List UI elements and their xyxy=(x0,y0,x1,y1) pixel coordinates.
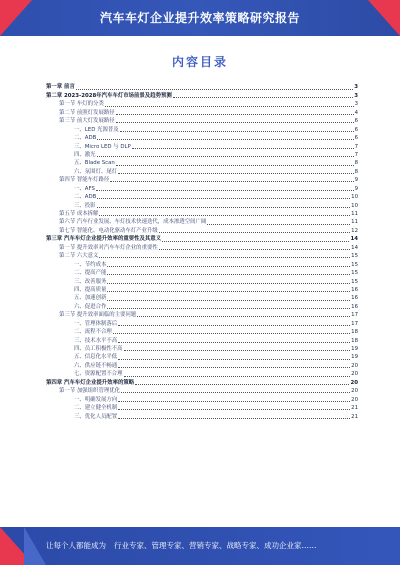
toc-entry-title: 六、促进合作 xyxy=(74,303,107,310)
toc-entry[interactable] xyxy=(46,201,358,209)
toc-entry-title: 第三节 前大灯发展路径 xyxy=(59,118,115,125)
toc-entry-page: 12 xyxy=(351,227,358,234)
toc-entry[interactable] xyxy=(46,159,358,167)
toc-entry[interactable] xyxy=(46,412,358,420)
toc-leader-dots xyxy=(124,350,351,351)
toc-entry-page: 4 xyxy=(354,109,358,116)
toc-entry-page: 20 xyxy=(351,396,358,403)
toc-entry-title: 二、建立健全机制 xyxy=(74,405,118,412)
footer-slogan-roles: 行业专家、管理专家、营销专家、战略专家、成功企业家…… xyxy=(114,541,317,550)
toc-entry-title: 四、激光 xyxy=(74,151,96,158)
toc-leader-dots xyxy=(118,418,350,419)
toc-leader-dots xyxy=(97,139,353,140)
footer-slogan xyxy=(46,527,317,565)
toc-entry-title: 二、ADB xyxy=(74,135,97,142)
toc-entry-page: 15 xyxy=(351,278,358,285)
toc-entry[interactable] xyxy=(46,91,358,99)
toc-entry-page: 11 xyxy=(351,211,358,217)
toc-entry-title: 二、ADB xyxy=(74,194,97,201)
toc-entry-title: 一、明确发展方向 xyxy=(74,396,118,403)
toc-entry-page: 11 xyxy=(351,219,358,226)
toc-entry[interactable] xyxy=(46,134,358,142)
toc-leader-dots xyxy=(135,384,349,385)
footer-stripe-decoration xyxy=(24,527,46,565)
toc-entry[interactable] xyxy=(46,395,358,403)
toc-entry-page: 14 xyxy=(351,244,358,251)
toc-entry-title: 五、Blade Scan xyxy=(74,160,115,167)
toc-leader-dots xyxy=(118,325,350,326)
toc-entry-title: 第二节 六大意义 xyxy=(59,253,99,260)
toc-entry-page: 15 xyxy=(351,253,358,260)
toc-leader-dots xyxy=(107,291,350,292)
toc-entry-title: 四、员工积极性不高 xyxy=(74,346,123,352)
toc-entry[interactable] xyxy=(46,83,358,91)
toc-entry[interactable] xyxy=(46,218,358,226)
toc-entry-page: 10 xyxy=(351,194,358,201)
toc-entry[interactable] xyxy=(46,370,358,378)
toc-entry-page: 8 xyxy=(354,160,358,167)
toc-entry-page: 20 xyxy=(351,388,358,395)
toc-entry-title: 五、信息化水平低 xyxy=(74,354,118,361)
toc-entry-title: 七、资源配置不合理 xyxy=(74,371,123,378)
toc-entry[interactable] xyxy=(46,294,358,302)
toc-leader-dots xyxy=(76,89,353,90)
toc-leader-dots xyxy=(110,181,353,182)
toc-entry-page: 21 xyxy=(351,405,358,412)
toc-entry-title: 第六节 汽车行业发展、车灯技术快速迭代，成本渗透空间广阔 xyxy=(59,219,207,226)
toc-entry-page: 18 xyxy=(351,337,358,344)
toc-entry[interactable] xyxy=(46,117,358,125)
table-of-contents xyxy=(46,83,358,508)
toc-entry-page: 14 xyxy=(350,236,358,243)
toc-entry[interactable] xyxy=(46,243,358,251)
toc-entry-page: 15 xyxy=(351,261,358,268)
toc-leader-dots xyxy=(121,392,350,393)
toc-entry-page: 9 xyxy=(354,185,358,192)
toc-leader-dots xyxy=(97,156,354,157)
toc-entry-title: 六、供应链不畅通 xyxy=(74,362,118,369)
toc-heading: 内容目录 xyxy=(171,55,228,69)
toc-entry-title: 第一节 车灯的分类 xyxy=(59,101,104,108)
toc-entry-page: 17 xyxy=(351,320,358,327)
toc-entry[interactable] xyxy=(46,328,358,336)
toc-entry-title: 二、提高产能 xyxy=(74,270,107,277)
toc-entry[interactable] xyxy=(46,108,358,116)
toc-entry-title: 第一节 加强组织管理优化 xyxy=(59,388,121,395)
toc-entry-title: 第七节 智能化、电动化驱动车灯产业升级 xyxy=(59,227,158,234)
toc-leader-dots xyxy=(173,97,353,98)
toc-entry-page: 19 xyxy=(351,354,358,361)
toc-entry-title: 第五节 成本拆解 xyxy=(59,211,99,217)
toc-entry-page: 6 xyxy=(354,135,358,142)
toc-entry[interactable] xyxy=(46,302,358,310)
toc-entry-title: 第四节 智能车灯路径 xyxy=(59,177,110,184)
toc-leader-dots xyxy=(99,257,350,258)
toc-leader-dots xyxy=(99,215,350,216)
toc-entry-title: 六、氛围灯、尾灯 xyxy=(74,168,118,175)
toc-entry[interactable] xyxy=(46,387,358,395)
toc-entry-title: 第三节 提升效率面临的主要问题 xyxy=(59,312,137,319)
toc-entry-page: 16 xyxy=(351,295,358,302)
toc-entry[interactable] xyxy=(46,353,358,361)
toc-entry[interactable] xyxy=(46,176,358,184)
toc-entry[interactable] xyxy=(46,235,358,243)
toc-entry-page: 20 xyxy=(351,371,358,378)
toc-leader-dots xyxy=(107,274,350,275)
toc-leader-dots xyxy=(116,114,354,115)
toc-leader-dots xyxy=(105,106,354,107)
toc-entry-page: 3 xyxy=(354,84,358,91)
toc-entry-title: 三、投影 xyxy=(74,202,96,209)
toc-entry-title: 第四章 汽车车灯企业提升效率的策略 xyxy=(46,379,135,386)
toc-entry-page: 7 xyxy=(354,151,358,158)
toc-entry[interactable] xyxy=(46,286,358,294)
toc-leader-dots xyxy=(97,207,351,208)
toc-leader-dots xyxy=(97,198,350,199)
toc-entry[interactable] xyxy=(46,151,358,159)
toc-entry-page: 20 xyxy=(350,379,358,386)
toc-entry-title: 三、改善服务 xyxy=(74,278,107,285)
toc-entry[interactable] xyxy=(46,100,358,108)
toc-entry-page: 18 xyxy=(351,329,358,336)
toc-entry-page: 8 xyxy=(354,168,358,175)
toc-entry[interactable] xyxy=(46,167,358,175)
toc-entry-page: 16 xyxy=(351,303,358,310)
toc-entry-title: 第二节 前照灯发展路径 xyxy=(59,109,115,116)
toc-entry-page: 21 xyxy=(351,413,358,420)
toc-entry-title: 三、优化人员配置 xyxy=(74,413,118,420)
toc-leader-dots xyxy=(159,232,350,233)
toc-entry-title: 二、流程不合理 xyxy=(74,329,112,336)
toc-entry-title: 一、AFS xyxy=(74,185,95,192)
toc-entry-page: 6 xyxy=(354,126,358,133)
footer-slogan-lead: 让每个人都能成为 xyxy=(46,541,106,550)
toc-entry[interactable] xyxy=(46,260,358,268)
page-footer xyxy=(0,527,400,565)
toc-entry[interactable] xyxy=(46,277,358,285)
toc-entry[interactable] xyxy=(46,361,358,369)
toc-entry-title: 第二章 2023-2028年汽车车灯市场前景及趋势预测 xyxy=(46,92,172,99)
toc-leader-dots xyxy=(107,308,350,309)
toc-entry-title: 一、节约成本 xyxy=(74,261,107,268)
toc-leader-dots xyxy=(113,333,350,334)
toc-entry[interactable] xyxy=(46,378,358,386)
toc-entry-page: 17 xyxy=(351,312,358,319)
toc-leader-dots xyxy=(207,224,350,225)
toc-entry-title: 一、管理体制落后 xyxy=(74,320,118,327)
toc-entry-page: 7 xyxy=(354,143,358,150)
toc-entry-title: 第三章 汽车车灯企业提升效率的重要性及其意义 xyxy=(46,236,162,243)
toc-leader-dots xyxy=(116,122,354,123)
toc-entry-page: 20 xyxy=(351,362,358,369)
toc-entry-title: 四、提高质量 xyxy=(74,286,107,293)
toc-entry-title: 三、技术水平不高 xyxy=(74,337,118,344)
toc-leader-dots xyxy=(116,165,354,166)
toc-entry[interactable] xyxy=(46,319,358,327)
toc-entry[interactable] xyxy=(46,226,358,234)
toc-leader-dots xyxy=(107,266,350,267)
toc-entry[interactable] xyxy=(46,184,358,192)
toc-entry[interactable] xyxy=(46,210,358,218)
toc-leader-dots xyxy=(118,359,350,360)
toc-entry-page: 19 xyxy=(351,346,358,352)
toc-leader-dots xyxy=(162,241,349,242)
toc-entry[interactable] xyxy=(46,345,358,353)
toc-entry[interactable] xyxy=(46,193,358,201)
toc-leader-dots xyxy=(118,342,350,343)
toc-leader-dots xyxy=(118,173,353,174)
toc-entry-page: 9 xyxy=(354,177,358,184)
report-title: 汽车车灯企业提升效率策略研究报告 xyxy=(99,11,300,25)
toc-entry-title: 一、LED 光源普及 xyxy=(74,126,119,133)
toc-leader-dots xyxy=(107,300,350,301)
toc-entry-title: 第一章 前言 xyxy=(46,84,75,91)
toc-leader-dots xyxy=(132,148,354,149)
toc-entry-page: 6 xyxy=(354,118,358,125)
toc-entry[interactable] xyxy=(46,311,358,319)
toc-entry-page: 10 xyxy=(351,202,358,209)
toc-leader-dots xyxy=(96,190,354,191)
page-header xyxy=(0,0,400,36)
toc-entry-page: 15 xyxy=(351,270,358,277)
toc-leader-dots xyxy=(118,367,350,368)
toc-entry-title: 五、加速创新 xyxy=(74,295,107,302)
toc-leader-dots xyxy=(107,283,350,284)
toc-entry[interactable] xyxy=(46,269,358,277)
toc-entry-title: 三、Micro LED 与 DLP xyxy=(74,143,131,150)
toc-leader-dots xyxy=(137,316,350,317)
toc-entry-page: 3 xyxy=(354,92,358,99)
toc-entry-title: 第一节 提升效率对汽车车灯企业的重要性 xyxy=(59,244,158,251)
toc-entry[interactable] xyxy=(46,404,358,412)
toc-leader-dots xyxy=(118,409,350,410)
toc-entry[interactable] xyxy=(46,336,358,344)
toc-leader-dots xyxy=(159,249,350,250)
toc-entry-page: 16 xyxy=(351,286,358,293)
toc-entry[interactable] xyxy=(46,252,358,260)
toc-entry[interactable] xyxy=(46,125,358,133)
toc-entry[interactable] xyxy=(46,142,358,150)
toc-leader-dots xyxy=(124,376,351,377)
toc-entry-page: 3 xyxy=(354,101,358,108)
toc-leader-dots xyxy=(120,131,354,132)
toc-leader-dots xyxy=(118,401,350,402)
